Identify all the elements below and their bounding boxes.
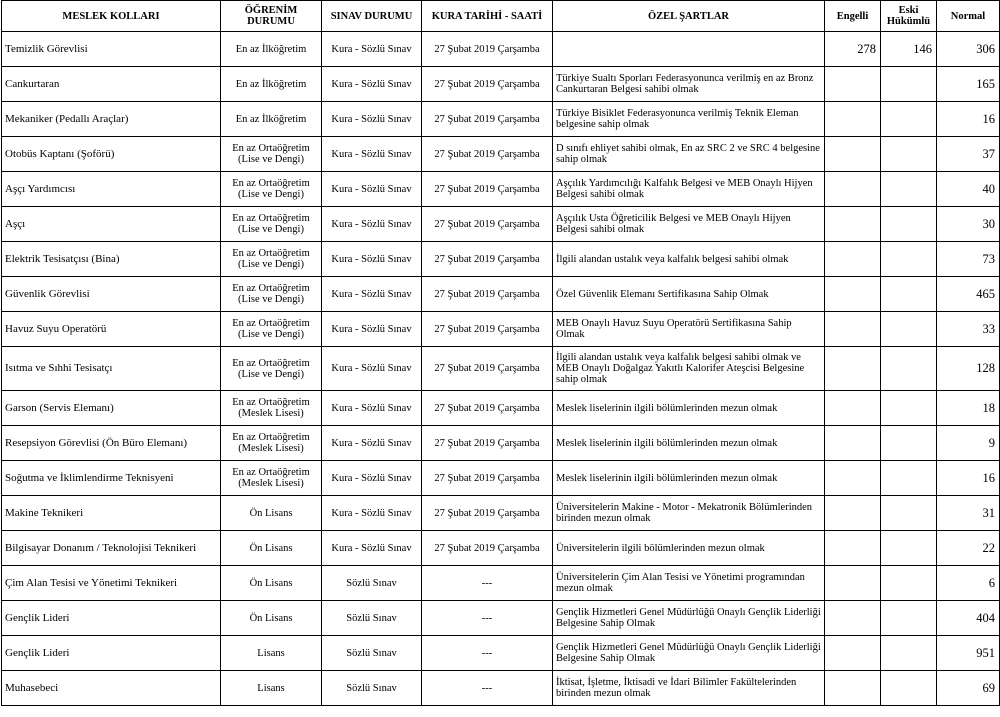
cell-eski [881, 496, 937, 531]
cell-normal: 6 [937, 566, 1000, 601]
cell-eski [881, 242, 937, 277]
table-row [2, 312, 1000, 347]
cell-engelli [825, 207, 881, 242]
cell-meslek: Çim Alan Tesisi ve Yönetimi Teknikeri [2, 566, 221, 601]
table-row [2, 391, 1000, 426]
cell-sinav: Kura - Sözlü Sınav [322, 426, 422, 461]
cell-normal: 73 [937, 242, 1000, 277]
cell-ogrenim: En az Ortaöğretim (Lise ve Dengi) [221, 172, 322, 207]
header-ozel: ÖZEL ŞARTLAR [553, 1, 825, 32]
cell-ozel: Özel Güvenlik Elemanı Sertifikasına Sahip Olmak [553, 277, 825, 312]
header-eski: Eski Hükümlü [881, 1, 937, 32]
header-engelli: Engelli [825, 1, 881, 32]
cell-eski [881, 102, 937, 137]
cell-engelli [825, 601, 881, 636]
cell-eski [881, 391, 937, 426]
cell-normal: 951 [937, 636, 1000, 671]
cell-normal: 33 [937, 312, 1000, 347]
cell-kura: 27 Şubat 2019 Çarşamba [422, 207, 553, 242]
cell-normal: 37 [937, 137, 1000, 172]
cell-eski [881, 347, 937, 391]
cell-sinav: Sözlü Sınav [322, 601, 422, 636]
table-row [2, 207, 1000, 242]
cell-engelli [825, 671, 881, 706]
cell-ogrenim: En az Ortaöğretim (Lise ve Dengi) [221, 242, 322, 277]
cell-kura: 27 Şubat 2019 Çarşamba [422, 172, 553, 207]
cell-normal: 69 [937, 671, 1000, 706]
cell-engelli [825, 391, 881, 426]
cell-normal: 165 [937, 67, 1000, 102]
cell-meslek: Aşçı Yardımcısı [2, 172, 221, 207]
cell-meslek: Cankurtaran [2, 67, 221, 102]
cell-sinav: Kura - Sözlü Sınav [322, 496, 422, 531]
cell-kura: 27 Şubat 2019 Çarşamba [422, 102, 553, 137]
cell-meslek: Temizlik Görevlisi [2, 32, 221, 67]
positions-table [1, 0, 1000, 706]
cell-ozel: Gençlik Hizmetleri Genel Müdürlüğü Onaylı Gençlik Liderliği Belgesine Sahip Olmak [553, 636, 825, 671]
cell-eski [881, 312, 937, 347]
cell-meslek: Mekaniker (Pedallı Araçlar) [2, 102, 221, 137]
cell-sinav: Kura - Sözlü Sınav [322, 347, 422, 391]
cell-kura: 27 Şubat 2019 Çarşamba [422, 391, 553, 426]
cell-engelli [825, 242, 881, 277]
cell-eski [881, 172, 937, 207]
cell-ogrenim: En az Ortaöğretim (Lise ve Dengi) [221, 347, 322, 391]
cell-ozel: Üniversitelerin ilgili bölümlerinden mezun olmak [553, 531, 825, 566]
cell-meslek: Havuz Suyu Operatörü [2, 312, 221, 347]
cell-meslek: Aşçı [2, 207, 221, 242]
cell-sinav: Kura - Sözlü Sınav [322, 172, 422, 207]
cell-sinav: Kura - Sözlü Sınav [322, 67, 422, 102]
cell-ozel: Gençlik Hizmetleri Genel Müdürlüğü Onaylı Gençlik Liderliği Belgesine Sahip Olmak [553, 601, 825, 636]
cell-eski [881, 207, 937, 242]
cell-normal: 22 [937, 531, 1000, 566]
cell-normal: 128 [937, 347, 1000, 391]
cell-eski [881, 531, 937, 566]
cell-normal: 16 [937, 102, 1000, 137]
cell-meslek: Resepsiyon Görevlisi (Ön Büro Elemanı) [2, 426, 221, 461]
cell-normal: 16 [937, 461, 1000, 496]
cell-eski [881, 137, 937, 172]
cell-meslek: Elektrik Tesisatçısı (Bina) [2, 242, 221, 277]
cell-engelli [825, 566, 881, 601]
cell-engelli [825, 461, 881, 496]
cell-kura: 27 Şubat 2019 Çarşamba [422, 277, 553, 312]
cell-engelli [825, 67, 881, 102]
table-row [2, 671, 1000, 706]
cell-ogrenim: Ön Lisans [221, 531, 322, 566]
cell-engelli [825, 312, 881, 347]
cell-ozel: D sınıfı ehliyet sahibi olmak, En az SRC 2 ve SRC 4 belgesine sahip olmak [553, 137, 825, 172]
cell-normal: 30 [937, 207, 1000, 242]
cell-sinav: Kura - Sözlü Sınav [322, 391, 422, 426]
cell-kura: --- [422, 601, 553, 636]
cell-kura: 27 Şubat 2019 Çarşamba [422, 312, 553, 347]
header-sinav: SINAV DURUMU [322, 1, 422, 32]
cell-ogrenim: En az Ortaöğretim (Meslek Lisesi) [221, 426, 322, 461]
header-normal: Normal [937, 1, 1000, 32]
table-row [2, 32, 1000, 67]
cell-ogrenim: En az Ortaöğretim (Lise ve Dengi) [221, 137, 322, 172]
cell-meslek: Otobüs Kaptanı (Şoförü) [2, 137, 221, 172]
cell-ogrenim: En az İlköğretim [221, 67, 322, 102]
cell-normal: 306 [937, 32, 1000, 67]
cell-ozel: Türkiye Sualtı Sporları Federasyonunca verilmiş en az Bronz Cankurtaran Belgesi sahibi olmak [553, 67, 825, 102]
cell-normal: 404 [937, 601, 1000, 636]
table-row [2, 426, 1000, 461]
cell-ogrenim: En az Ortaöğretim (Lise ve Dengi) [221, 277, 322, 312]
cell-ozel [553, 32, 825, 67]
cell-ozel: İlgili alandan ustalık veya kalfalık belgesi sahibi olmak [553, 242, 825, 277]
table-row [2, 137, 1000, 172]
cell-meslek: Muhasebeci [2, 671, 221, 706]
cell-ogrenim: En az Ortaöğretim (Meslek Lisesi) [221, 461, 322, 496]
cell-ozel: Meslek liselerinin ilgili bölümlerinden mezun olmak [553, 461, 825, 496]
table-row [2, 172, 1000, 207]
cell-normal: 465 [937, 277, 1000, 312]
cell-kura: 27 Şubat 2019 Çarşamba [422, 461, 553, 496]
cell-sinav: Kura - Sözlü Sınav [322, 461, 422, 496]
header-kura: KURA TARİHİ - SAATİ [422, 1, 553, 32]
cell-sinav: Kura - Sözlü Sınav [322, 207, 422, 242]
table-row [2, 347, 1000, 391]
cell-ogrenim: Ön Lisans [221, 601, 322, 636]
cell-sinav: Kura - Sözlü Sınav [322, 531, 422, 566]
cell-engelli [825, 172, 881, 207]
cell-ozel: Aşçılık Usta Öğreticilik Belgesi ve MEB Onaylı Hijyen Belgesi sahibi olmak [553, 207, 825, 242]
cell-kura: --- [422, 636, 553, 671]
cell-eski [881, 636, 937, 671]
cell-engelli [825, 636, 881, 671]
cell-engelli [825, 137, 881, 172]
cell-sinav: Kura - Sözlü Sınav [322, 32, 422, 67]
cell-ogrenim: En az Ortaöğretim (Meslek Lisesi) [221, 391, 322, 426]
cell-eski [881, 566, 937, 601]
cell-eski [881, 601, 937, 636]
cell-sinav: Sözlü Sınav [322, 671, 422, 706]
table-row [2, 242, 1000, 277]
table-row [2, 496, 1000, 531]
cell-meslek: Gençlik Lideri [2, 601, 221, 636]
cell-ozel: MEB Onaylı Havuz Suyu Operatörü Sertifikasına Sahip Olmak [553, 312, 825, 347]
cell-sinav: Kura - Sözlü Sınav [322, 102, 422, 137]
cell-kura: 27 Şubat 2019 Çarşamba [422, 242, 553, 277]
table-row [2, 277, 1000, 312]
cell-ogrenim: Ön Lisans [221, 566, 322, 601]
cell-ogrenim: En az Ortaöğretim (Lise ve Dengi) [221, 312, 322, 347]
cell-engelli: 278 [825, 32, 881, 67]
cell-normal: 40 [937, 172, 1000, 207]
header-row [2, 1, 1000, 32]
cell-ozel: Aşçılık Yardımcılığı Kalfalık Belgesi ve MEB Onaylı Hijyen Belgesi sahibi olmak [553, 172, 825, 207]
cell-normal: 18 [937, 391, 1000, 426]
cell-engelli [825, 102, 881, 137]
table-row [2, 461, 1000, 496]
cell-meslek: Gençlik Lideri [2, 636, 221, 671]
table-row [2, 566, 1000, 601]
cell-ogrenim: Lisans [221, 671, 322, 706]
cell-engelli [825, 496, 881, 531]
table-row [2, 102, 1000, 137]
cell-ogrenim: En az Ortaöğretim (Lise ve Dengi) [221, 207, 322, 242]
cell-eski [881, 277, 937, 312]
table-row [2, 636, 1000, 671]
cell-kura: 27 Şubat 2019 Çarşamba [422, 137, 553, 172]
table-row [2, 531, 1000, 566]
cell-ogrenim: En az İlköğretim [221, 32, 322, 67]
cell-ozel: Üniversitelerin Çim Alan Tesisi ve Yönetimi programından mezun olmak [553, 566, 825, 601]
cell-meslek: Bilgisayar Donanım / Teknolojisi Teknikeri [2, 531, 221, 566]
cell-engelli [825, 277, 881, 312]
cell-kura: 27 Şubat 2019 Çarşamba [422, 347, 553, 391]
table-row [2, 601, 1000, 636]
cell-engelli [825, 347, 881, 391]
cell-kura: 27 Şubat 2019 Çarşamba [422, 531, 553, 566]
cell-ogrenim: Lisans [221, 636, 322, 671]
cell-meslek: Güvenlik Görevlisi [2, 277, 221, 312]
cell-normal: 31 [937, 496, 1000, 531]
cell-eski [881, 426, 937, 461]
cell-kura: 27 Şubat 2019 Çarşamba [422, 496, 553, 531]
cell-eski [881, 671, 937, 706]
cell-sinav: Kura - Sözlü Sınav [322, 277, 422, 312]
cell-meslek: Isıtma ve Sıhhi Tesisatçı [2, 347, 221, 391]
cell-ozel: İlgili alandan ustalık veya kalfalık belgesi sahibi olmak ve MEB Onaylı Doğalgaz Yakıtlı Kalorifer Ateşcisi Belgesine sahip olmak [553, 347, 825, 391]
cell-sinav: Kura - Sözlü Sınav [322, 242, 422, 277]
cell-eski [881, 461, 937, 496]
cell-meslek: Garson (Servis Elemanı) [2, 391, 221, 426]
header-ogrenim: ÖĞRENİM DURUMU [221, 1, 322, 32]
cell-kura: 27 Şubat 2019 Çarşamba [422, 32, 553, 67]
cell-engelli [825, 531, 881, 566]
cell-kura: 27 Şubat 2019 Çarşamba [422, 426, 553, 461]
cell-meslek: Soğutma ve İklimlendirme Teknisyeni [2, 461, 221, 496]
cell-kura: 27 Şubat 2019 Çarşamba [422, 67, 553, 102]
cell-ozel: İktisat, İşletme, İktisadi ve İdari Bilimler Fakültelerinden birinden mezun olmak [553, 671, 825, 706]
cell-sinav: Kura - Sözlü Sınav [322, 312, 422, 347]
cell-ozel: Meslek liselerinin ilgili bölümlerinden mezun olmak [553, 426, 825, 461]
cell-kura: --- [422, 566, 553, 601]
cell-ogrenim: Ön Lisans [221, 496, 322, 531]
cell-ozel: Üniversitelerin Makine - Motor - Mekatronik Bölümlerinden birinden mezun olmak [553, 496, 825, 531]
cell-ogrenim: En az İlköğretim [221, 102, 322, 137]
cell-eski: 146 [881, 32, 937, 67]
cell-engelli [825, 426, 881, 461]
header-meslek: MESLEK KOLLARI [2, 1, 221, 32]
cell-eski [881, 67, 937, 102]
table-row [2, 67, 1000, 102]
cell-kura: --- [422, 671, 553, 706]
cell-ozel: Meslek liselerinin ilgili bölümlerinden mezun olmak [553, 391, 825, 426]
cell-sinav: Kura - Sözlü Sınav [322, 137, 422, 172]
cell-sinav: Sözlü Sınav [322, 566, 422, 601]
cell-meslek: Makine Teknikeri [2, 496, 221, 531]
cell-normal: 9 [937, 426, 1000, 461]
cell-ozel: Türkiye Bisiklet Federasyonunca verilmiş Teknik Eleman belgesine sahip olmak [553, 102, 825, 137]
cell-sinav: Sözlü Sınav [322, 636, 422, 671]
